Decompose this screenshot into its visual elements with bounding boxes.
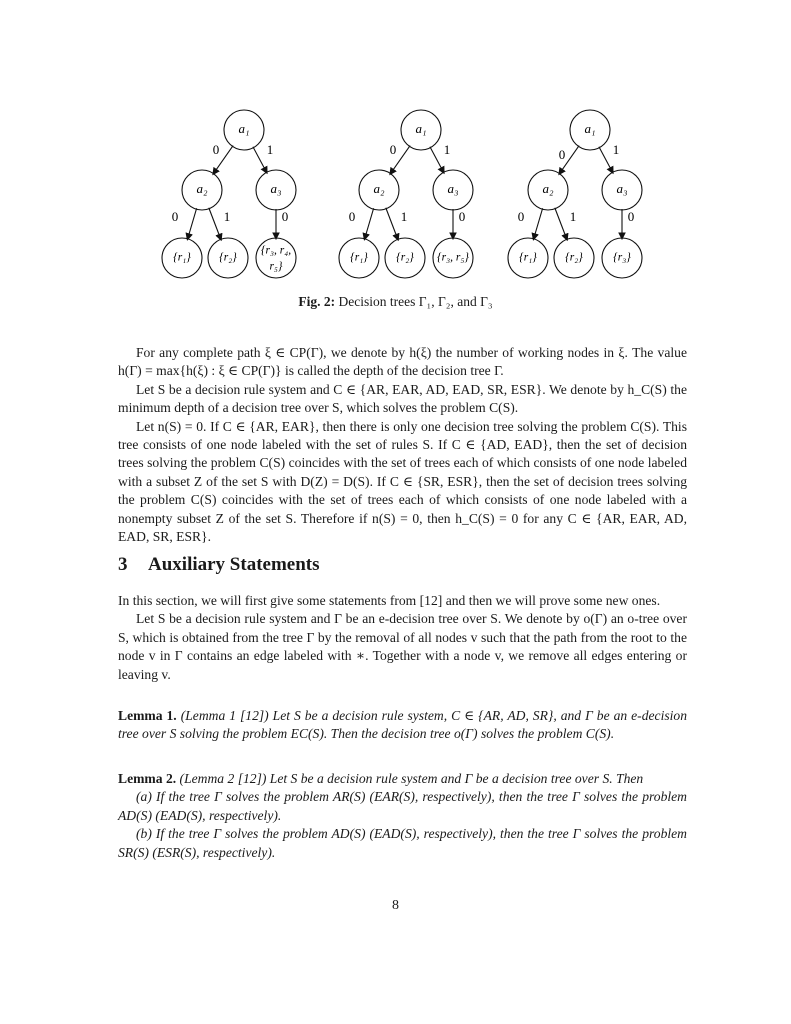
edge-label-root-left: 0 <box>389 141 397 157</box>
edge-label-root-right: 1 <box>612 141 620 157</box>
edge-label-a3: 0 <box>627 208 635 224</box>
section-heading <box>118 554 320 576</box>
paragraph-min-depth: Let S be a decision rule system and C ∈ {AR, EAR, AD, EAD, SR, ESR}. We denote by h_C(S) the minimum depth of a decision tree over S, which solves the problem C(S). <box>118 381 687 416</box>
edge-root-right <box>253 147 267 173</box>
figure-caption <box>0 294 791 310</box>
edge-label-a2-right: 1 <box>569 208 577 224</box>
leaf-label-1: {r₁} <box>519 251 537 264</box>
root-label: a₁ <box>415 120 427 136</box>
lemma-1-label: Lemma 1. <box>118 708 177 723</box>
lemma-2-part-a: (a) If the tree Γ solves the problem AR(S) (EAR(S), respectively), then the tree Γ solves the problem AD(S) (EAD(S), respectively). <box>118 789 687 823</box>
a2-label: a₂ <box>542 180 554 196</box>
lemma-2-label: Lemma 2. <box>118 771 177 786</box>
edge-a2-left <box>533 208 542 240</box>
a2-label: a₂ <box>373 180 385 196</box>
leaf-label-3-line1: {r₃, r₄, <box>260 244 292 257</box>
edge-a2-left <box>364 208 373 240</box>
decision-trees-figure <box>140 95 660 300</box>
a3-label: a₃ <box>270 180 282 196</box>
edge-label-a3: 0 <box>458 208 466 224</box>
page-number: 8 <box>392 898 399 913</box>
section-paragraphs <box>118 592 687 684</box>
edge-label-a2-left: 0 <box>517 208 525 224</box>
lemma-2-text: (Lemma 2 [12]) Let S be a decision rule system and Γ be a decision tree over S. Then <box>179 771 644 786</box>
intro-paragraphs <box>118 344 687 546</box>
lemma-2-part-b: (b) If the tree Γ solves the problem AD(S) (EAD(S), respectively), then the tree Γ solves the problem SR(S) (ESR(S), respectively). <box>118 826 687 860</box>
a3-label: a₃ <box>447 180 459 196</box>
edge-a2-right <box>386 208 398 241</box>
section-intro: In this section, we will first give some statements from [12] and then we will prove some new ones. <box>118 593 661 608</box>
lemma-2 <box>118 770 687 862</box>
leaf-label-2: {r₂} <box>396 251 414 264</box>
leaf-label-2: {r₂} <box>565 251 583 264</box>
caption-text: Decision trees Γ₁, Γ₂, and Γ₃ <box>338 294 493 309</box>
edge-label-a2-right: 1 <box>223 208 231 224</box>
edge-label-a3: 0 <box>281 208 289 224</box>
edge-label-a2-left: 0 <box>348 208 356 224</box>
edge-label-root-left: 0 <box>212 141 220 157</box>
a2-label: a₂ <box>196 180 208 196</box>
paragraph-empty-system: Let n(S) = 0. If C ∈ {AR, EAR}, then there is only one decision tree solving the problem C(S). This tree consists of one node labeled with the set of rules S. If C ∈ {AD, EAD}, then the set of decision trees solving the problem C(S) coincides with the set of trees each of which consists of one node labeled with a subset Z of the set S with D(Z) = D(S). If C ∈ {SR, ESR}, then the set of decision trees solving the problem C(S) coincides with the set of trees each of which consists of one node labeled with a nonempty subset Z of the set S. Therefore if n(S) = 0, then h_C(S) = 0 for any C ∈ {AR, EAR, AD, EAD, SR, ESR}. <box>118 418 687 545</box>
edge-root-right <box>599 147 613 173</box>
edge-label-root-right: 1 <box>443 141 451 157</box>
edge-root-right <box>430 147 444 173</box>
leaf-label-1: {r₁} <box>350 251 368 264</box>
root-label: a₁ <box>238 120 250 136</box>
lemma-1-text: (Lemma 1 [12]) Let S be a decision rule system, C ∈ {AR, AD, SR}, and Γ be an e-decision tree over S solving the problem EC(S). Then the decision tree o(Γ) solves the problem C(S). <box>118 708 688 742</box>
caption-label: Fig. 2: <box>298 294 336 309</box>
edge-label-a2-left: 0 <box>171 208 179 224</box>
edge-label-a2-right: 1 <box>400 208 408 224</box>
a3-label: a₃ <box>616 180 628 196</box>
leaf-label-3-line2: r₅} <box>269 260 283 273</box>
paragraph-depth: For any complete path ξ ∈ CP(Γ), we denote by h(ξ) the number of working nodes in ξ. The value h(Γ) = max{h(ξ) : ξ ∈ CP(Γ)} is called the depth of the decision tree Γ. <box>118 345 687 379</box>
edge-a2-right <box>209 208 221 241</box>
edge-label-root-right: 1 <box>266 141 274 157</box>
lemma-1 <box>118 707 687 744</box>
leaf-label-3: {r₃, r₅} <box>437 251 469 264</box>
leaf-label-1: {r₁} <box>173 251 191 264</box>
leaf-label-3: {r₃} <box>613 251 631 264</box>
section-otree-def: Let S be a decision rule system and Γ be an e-decision tree over S. We denote by o(Γ) an o-tree over S, which is obtained from the tree Γ by the removal of all nodes v such that the path from the root to the node v in Γ contains an edge labeled with ∗. Together with a node v, we remove all edges entering or leaving v. <box>118 611 687 682</box>
root-label: a₁ <box>584 120 596 136</box>
leaf-label-2: {r₂} <box>219 251 237 264</box>
edge-a2-right <box>555 208 567 241</box>
section-title: Auxiliary Statements <box>148 554 320 575</box>
edge-a2-left <box>187 208 196 240</box>
edge-label-root-left: 0 <box>558 146 566 162</box>
section-number: 3 <box>118 554 128 575</box>
